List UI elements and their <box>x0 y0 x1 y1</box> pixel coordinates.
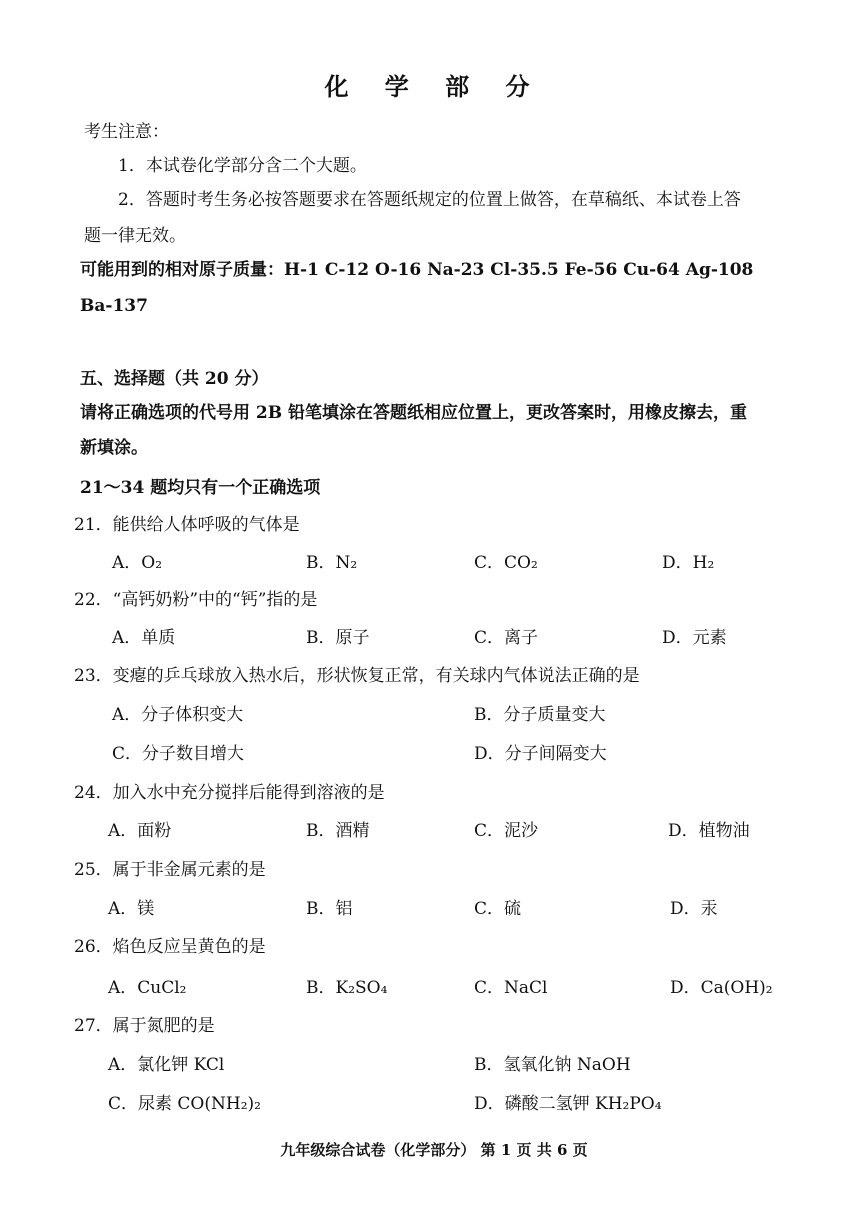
option-b: B．分子质量变大 <box>474 705 606 725</box>
question-stem: 25．属于非金属元素的是 <box>74 860 266 880</box>
question-stem: 21．能供给人体呼吸的气体是 <box>74 515 300 535</box>
question-stem: 27．属于氮肥的是 <box>74 1016 215 1036</box>
atomic-mass-line: 可能用到的相对原子质量：H-1 C-12 O-16 Na-23 Cl-35.5 Fe-56 Cu-64 Ag-108 <box>80 260 754 280</box>
option-b: B．原子 <box>306 628 370 648</box>
question-stem: 22．“高钙奶粉”中的“钙”指的是 <box>74 590 318 610</box>
option-a: A．分子体积变大 <box>112 705 244 725</box>
question-stem: 23．变瘪的乒乓球放入热水后，形状恢复正常，有关球内气体说法正确的是 <box>74 666 640 686</box>
question-stem: 24．加入水中充分搅拌后能得到溶液的是 <box>74 783 385 803</box>
option-d: D．磷酸二氢钾 KH₂PO₄ <box>474 1094 662 1114</box>
atomic-mass-line-2: Ba-137 <box>80 296 148 316</box>
notice-item-2-cont: 题一律无效。 <box>84 226 186 246</box>
option-c: C．尿素 CO(NH₂)₂ <box>108 1094 261 1114</box>
page-title: 化 学 部 分 <box>324 72 544 101</box>
option-c: C．离子 <box>474 628 539 648</box>
question-stem: 26．焰色反应呈黄色的是 <box>74 937 266 957</box>
page-footer: 九年级综合试卷（化学部分） 第 1 页 共 6 页 <box>280 1141 588 1159</box>
option-d: D．H₂ <box>662 553 715 573</box>
option-a: A．O₂ <box>112 553 163 573</box>
option-b: B．氢氧化钠 NaOH <box>474 1055 631 1075</box>
notice-heading: 考生注意： <box>84 122 169 142</box>
option-d: D．分子间隔变大 <box>474 744 607 764</box>
section-subheading: 21～34 题均只有一个正确选项 <box>80 478 321 498</box>
notice-item-1: 1．本试卷化学部分含二个大题。 <box>118 156 367 176</box>
section-heading: 五、选择题（共 20 分） <box>80 369 269 389</box>
option-d: D．Ca(OH)₂ <box>670 978 773 998</box>
option-b: B．酒精 <box>306 821 370 841</box>
option-d: D．植物油 <box>668 821 750 841</box>
option-c: C．硫 <box>474 899 522 919</box>
section-instruction-cont: 新填涂。 <box>80 438 148 458</box>
option-b: B．N₂ <box>306 553 358 573</box>
option-b: B．铝 <box>306 899 353 919</box>
option-a: A．CuCl₂ <box>108 978 187 998</box>
option-a: A．面粉 <box>108 821 172 841</box>
option-a: A．氯化钾 KCl <box>108 1055 225 1075</box>
option-a: A．镁 <box>108 899 155 919</box>
option-c: C．分子数目增大 <box>112 744 245 764</box>
option-b: B．K₂SO₄ <box>306 978 388 998</box>
option-d: D．元素 <box>662 628 727 648</box>
option-a: A．单质 <box>112 628 176 648</box>
section-instruction: 请将正确选项的代号用 2B 铅笔填涂在答题纸相应位置上，更改答案时，用橡皮擦去，重 <box>80 403 748 423</box>
option-c: C．泥沙 <box>474 821 539 841</box>
option-d: D．汞 <box>670 899 718 919</box>
option-c: C．NaCl <box>474 978 548 998</box>
option-c: C．CO₂ <box>474 553 538 573</box>
notice-item-2: 2．答题时考生务必按答题要求在答题纸规定的位置上做答，在草稿纸、本试卷上答 <box>118 190 741 210</box>
